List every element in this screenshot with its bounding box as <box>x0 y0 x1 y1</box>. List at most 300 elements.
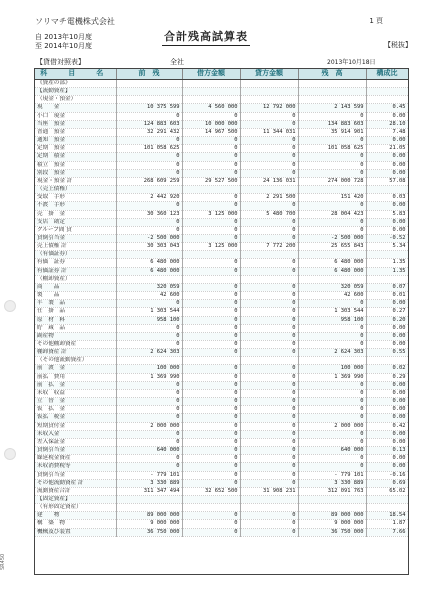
cell-ratio: 7.66 <box>366 528 408 536</box>
cell-ratio: 1.35 <box>366 267 408 275</box>
table-row <box>35 186 408 194</box>
col-credit: 貸方金額 <box>240 69 298 80</box>
cell-prev-balance: 0 <box>116 112 182 120</box>
table-row <box>35 80 408 88</box>
cell-credit-amount: 0 <box>240 528 298 536</box>
table-row <box>35 422 408 430</box>
cell-debit-amount: 0 <box>182 422 240 430</box>
cell-account-name: 副産物 <box>35 332 116 340</box>
cell-prev-balance: 0 <box>116 169 182 177</box>
cell-debit-amount: 0 <box>182 398 240 406</box>
cell-balance-amount: - 779 101 <box>298 471 366 479</box>
cell-account-name: 建 物 <box>35 512 116 520</box>
table-row <box>35 349 408 357</box>
table-row <box>35 528 408 536</box>
cell-ratio: 65.02 <box>366 487 408 495</box>
table-row <box>35 365 408 373</box>
table-row <box>35 455 408 463</box>
cell-debit-amount: 0 <box>182 259 240 267</box>
cell-credit-amount <box>240 504 298 512</box>
cell-credit-amount: 0 <box>240 414 298 422</box>
cell-balance-amount <box>298 186 366 194</box>
cell-prev-balance: 100 000 <box>116 365 182 373</box>
cell-balance-amount: 28 004 423 <box>298 210 366 218</box>
cell-debit-amount: 0 <box>182 308 240 316</box>
cell-account-name: 前 渡 金 <box>35 365 116 373</box>
cell-debit-amount: 0 <box>182 145 240 153</box>
cell-ratio: 0.00 <box>366 202 408 210</box>
table-row <box>35 463 408 471</box>
cell-prev-balance <box>116 251 182 259</box>
cell-ratio: 0.00 <box>366 341 408 349</box>
cell-prev-balance: 6 480 000 <box>116 259 182 267</box>
cell-debit-amount: 0 <box>182 349 240 357</box>
table-row <box>35 495 408 503</box>
cell-balance-amount <box>298 88 366 96</box>
cell-debit-amount: 0 <box>182 406 240 414</box>
cell-balance-amount: 312 091 763 <box>298 487 366 495</box>
cell-balance-amount: 2 624 303 <box>298 349 366 357</box>
cell-credit-amount: 0 <box>240 520 298 528</box>
cell-ratio: 0.00 <box>366 324 408 332</box>
cell-debit-amount <box>182 504 240 512</box>
cell-credit-amount: 0 <box>240 479 298 487</box>
table-row <box>35 169 408 177</box>
cell-credit-amount: 0 <box>240 283 298 291</box>
cell-ratio: 1.87 <box>366 520 408 528</box>
cell-account-name: 【固定資産】 <box>35 495 116 503</box>
cell-debit-amount: 0 <box>182 528 240 536</box>
col-debit: 借方金額 <box>182 69 240 80</box>
cell-prev-balance: 2 442 920 <box>116 194 182 202</box>
cell-ratio: 57.08 <box>366 177 408 185</box>
binder-hole-1 <box>4 300 16 312</box>
cell-debit-amount <box>182 357 240 365</box>
cell-credit-amount: 2 291 500 <box>240 194 298 202</box>
table-row <box>35 283 408 291</box>
cell-account-name: 貸倒引当金 <box>35 447 116 455</box>
cell-prev-balance: 9 000 000 <box>116 520 182 528</box>
cell-balance-amount: 0 <box>298 218 366 226</box>
cell-account-name: （その他流動資産） <box>35 357 116 365</box>
cell-credit-amount: 0 <box>240 145 298 153</box>
cell-prev-balance: 0 <box>116 430 182 438</box>
cell-balance-amount: 6 480 000 <box>298 259 366 267</box>
table-row <box>35 259 408 267</box>
table-row <box>35 447 408 455</box>
cell-balance-amount <box>298 80 366 88</box>
cell-credit-amount: 0 <box>240 120 298 128</box>
cell-account-name: 支店 勘定 <box>35 218 116 226</box>
table-row <box>35 324 408 332</box>
cell-debit-amount: 0 <box>182 381 240 389</box>
cell-ratio: 0.00 <box>366 169 408 177</box>
cell-balance-amount <box>298 495 366 503</box>
cell-credit-amount: 0 <box>240 398 298 406</box>
table-row <box>35 145 408 153</box>
cell-balance-amount: 89 000 000 <box>298 512 366 520</box>
table-row <box>35 316 408 324</box>
cell-debit-amount: 0 <box>182 447 240 455</box>
cell-account-name: （有価証券） <box>35 251 116 259</box>
cell-credit-amount: 0 <box>240 365 298 373</box>
cell-debit-amount: 0 <box>182 389 240 397</box>
binder-hole-2 <box>4 448 16 460</box>
cell-debit-amount: 0 <box>182 520 240 528</box>
cell-ratio: 28.10 <box>366 120 408 128</box>
cell-prev-balance: 0 <box>116 153 182 161</box>
table-row <box>35 414 408 422</box>
cell-prev-balance: 0 <box>116 414 182 422</box>
cell-credit-amount: 0 <box>240 300 298 308</box>
cell-prev-balance: 320 059 <box>116 283 182 291</box>
cell-account-name: 現金・預金 計 <box>35 177 116 185</box>
cell-account-name: 定期 預金 <box>35 145 116 153</box>
cell-ratio: 0.20 <box>366 316 408 324</box>
cell-balance-amount: 151 420 <box>298 194 366 202</box>
cell-account-name: 別段 預金 <box>35 169 116 177</box>
cell-ratio: 0.13 <box>366 447 408 455</box>
table-row <box>35 120 408 128</box>
cell-prev-balance: 0 <box>116 226 182 234</box>
cell-ratio: 5.34 <box>366 243 408 251</box>
cell-balance-amount <box>298 275 366 283</box>
col-prev-balance: 前 残 <box>116 69 182 80</box>
cell-credit-amount <box>240 96 298 104</box>
cell-balance-amount: 1 303 544 <box>298 308 366 316</box>
cell-balance-amount: 0 <box>298 332 366 340</box>
department-scope: 全社 <box>170 58 184 66</box>
period-from: 自 2013年10月度 <box>35 33 92 41</box>
cell-credit-amount: 0 <box>240 234 298 242</box>
cell-debit-amount: 0 <box>182 161 240 169</box>
cell-balance-amount: 274 000 728 <box>298 177 366 185</box>
cell-debit-amount: 0 <box>182 455 240 463</box>
cell-prev-balance: 0 <box>116 406 182 414</box>
table-row <box>35 267 408 275</box>
cell-prev-balance: 958 100 <box>116 316 182 324</box>
cell-account-name: 未収入金 <box>35 430 116 438</box>
cell-ratio: 0.00 <box>366 332 408 340</box>
cell-credit-amount: 0 <box>240 447 298 455</box>
cell-credit-amount: 0 <box>240 512 298 520</box>
cell-ratio: 0.00 <box>366 112 408 120</box>
cell-ratio: 0.69 <box>366 479 408 487</box>
cell-balance-amount: 0 <box>298 300 366 308</box>
cell-credit-amount: 0 <box>240 463 298 471</box>
cell-prev-balance: 124 883 603 <box>116 120 182 128</box>
cell-debit-amount: 14 967 500 <box>182 128 240 136</box>
cell-account-name: （現金・預金） <box>35 96 116 104</box>
table-row <box>35 177 408 185</box>
table-row <box>35 275 408 283</box>
cell-prev-balance: 42 600 <box>116 292 182 300</box>
cell-ratio: 0.01 <box>366 292 408 300</box>
cell-account-name: 定期 積金 <box>35 153 116 161</box>
cell-prev-balance <box>116 186 182 194</box>
cell-account-name: 売上債権 計 <box>35 243 116 251</box>
cell-ratio: 0.00 <box>366 300 408 308</box>
cell-prev-balance: 311 347 494 <box>116 487 182 495</box>
cell-balance-amount: 9 000 000 <box>298 520 366 528</box>
cell-account-name: 前 払 金 <box>35 381 116 389</box>
table-row <box>35 251 408 259</box>
table-row <box>35 381 408 389</box>
cell-prev-balance: 1 369 990 <box>116 373 182 381</box>
cell-credit-amount: 5 480 700 <box>240 210 298 218</box>
cell-account-name: 小口 現金 <box>35 112 116 120</box>
cell-debit-amount: 0 <box>182 218 240 226</box>
cell-account-name: （売上債権） <box>35 186 116 194</box>
cell-credit-amount: 0 <box>240 137 298 145</box>
cell-account-name: 貯 蔵 品 <box>35 324 116 332</box>
cell-credit-amount: 0 <box>240 202 298 210</box>
cell-account-name: 《資産の部》 <box>35 80 116 88</box>
cell-balance-amount <box>298 96 366 104</box>
cell-prev-balance: 32 291 432 <box>116 128 182 136</box>
cell-credit-amount: 0 <box>240 161 298 169</box>
cell-credit-amount: 0 <box>240 218 298 226</box>
cell-account-name: 構 築 物 <box>35 520 116 528</box>
cell-credit-amount: 0 <box>240 169 298 177</box>
cell-debit-amount: 0 <box>182 169 240 177</box>
cell-credit-amount: 0 <box>240 349 298 357</box>
cell-credit-amount: 31 908 231 <box>240 487 298 495</box>
cell-ratio: 0.00 <box>366 137 408 145</box>
cell-prev-balance <box>116 88 182 96</box>
cell-balance-amount: 101 058 625 <box>298 145 366 153</box>
cell-account-name: 短期貸付金 <box>35 422 116 430</box>
cell-ratio: 18.54 <box>366 512 408 520</box>
cell-prev-balance <box>116 275 182 283</box>
cell-balance-amount: 6 480 000 <box>298 267 366 275</box>
cell-account-name: 普通 預金 <box>35 128 116 136</box>
cell-account-name: 仮 払 金 <box>35 406 116 414</box>
cell-ratio: 1.35 <box>366 259 408 267</box>
cell-ratio <box>366 495 408 503</box>
cell-credit-amount: 0 <box>240 389 298 397</box>
cell-prev-balance: 0 <box>116 324 182 332</box>
cell-ratio: 0.03 <box>366 194 408 202</box>
cell-balance-amount: 0 <box>298 438 366 446</box>
cell-debit-amount <box>182 96 240 104</box>
cell-credit-amount <box>240 186 298 194</box>
cell-debit-amount: 10 000 000 <box>182 120 240 128</box>
cell-ratio: 0.42 <box>366 422 408 430</box>
cell-credit-amount: 0 <box>240 324 298 332</box>
cell-ratio: 0.00 <box>366 226 408 234</box>
cell-prev-balance <box>116 495 182 503</box>
cell-balance-amount: 0 <box>298 324 366 332</box>
cell-account-name: 仕 掛 品 <box>35 308 116 316</box>
table-row <box>35 308 408 316</box>
cell-balance-amount: 2 143 599 <box>298 104 366 112</box>
cell-credit-amount: 0 <box>240 455 298 463</box>
page-number: 1 頁 <box>369 17 383 25</box>
col-account-name: 科 目 名 <box>35 69 116 80</box>
table-row <box>35 137 408 145</box>
cell-balance-amount: 35 914 901 <box>298 128 366 136</box>
cell-debit-amount: 0 <box>182 226 240 234</box>
cell-credit-amount: 0 <box>240 292 298 300</box>
cell-debit-amount: 0 <box>182 463 240 471</box>
cell-prev-balance: 101 058 625 <box>116 145 182 153</box>
cell-ratio: 0.00 <box>366 389 408 397</box>
table-row <box>35 406 408 414</box>
cell-prev-balance: 10 375 599 <box>116 104 182 112</box>
cell-prev-balance: 30 303 043 <box>116 243 182 251</box>
cell-ratio: 0.00 <box>366 153 408 161</box>
cell-account-name: 有価証券 計 <box>35 267 116 275</box>
cell-account-name: （棚卸資産） <box>35 275 116 283</box>
cell-debit-amount: 0 <box>182 479 240 487</box>
cell-account-name: 流動資産合計 <box>35 487 116 495</box>
table-row <box>35 243 408 251</box>
cell-credit-amount: 24 136 031 <box>240 177 298 185</box>
cell-prev-balance: 0 <box>116 137 182 145</box>
cell-debit-amount: 0 <box>182 153 240 161</box>
table-row <box>35 487 408 495</box>
cell-balance-amount: 3 330 889 <box>298 479 366 487</box>
cell-credit-amount <box>240 495 298 503</box>
cell-debit-amount <box>182 275 240 283</box>
cell-debit-amount: 0 <box>182 194 240 202</box>
cell-account-name: 原 材 料 <box>35 316 116 324</box>
table-row <box>35 389 408 397</box>
period-to: 至 2014年10月度 <box>35 42 92 50</box>
cell-account-name: 前払 費用 <box>35 373 116 381</box>
cell-prev-balance: 0 <box>116 389 182 397</box>
col-balance: 残 高 <box>298 69 366 80</box>
table-row <box>35 194 408 202</box>
cell-prev-balance: 0 <box>116 455 182 463</box>
cell-debit-amount: 0 <box>182 324 240 332</box>
cell-balance-amount: 134 883 603 <box>298 120 366 128</box>
cell-account-name: グループ間 貸 <box>35 226 116 234</box>
cell-credit-amount: 0 <box>240 316 298 324</box>
cell-prev-balance: 0 <box>116 463 182 471</box>
table-row <box>35 300 408 308</box>
cell-debit-amount <box>182 88 240 96</box>
table-row <box>35 218 408 226</box>
cell-prev-balance: 0 <box>116 332 182 340</box>
tax-mode: 【税抜】 <box>384 41 412 49</box>
cell-balance-amount: 640 000 <box>298 447 366 455</box>
cell-account-name: 棚卸資産 計 <box>35 349 116 357</box>
cell-ratio <box>366 80 408 88</box>
cell-credit-amount <box>240 357 298 365</box>
cell-credit-amount: 0 <box>240 308 298 316</box>
cell-prev-balance: 268 609 259 <box>116 177 182 185</box>
table-row <box>35 398 408 406</box>
table-row <box>35 512 408 520</box>
cell-ratio: 0.07 <box>366 283 408 291</box>
cell-balance-amount: 0 <box>298 398 366 406</box>
cell-balance-amount <box>298 357 366 365</box>
cell-balance-amount: 0 <box>298 341 366 349</box>
cell-balance-amount: 0 <box>298 153 366 161</box>
cell-credit-amount <box>240 251 298 259</box>
cell-prev-balance: - 779 101 <box>116 471 182 479</box>
cell-account-name: （有形固定資産） <box>35 504 116 512</box>
cell-prev-balance <box>116 80 182 88</box>
cell-debit-amount: 0 <box>182 202 240 210</box>
cell-credit-amount: 0 <box>240 430 298 438</box>
cell-balance-amount: 0 <box>298 202 366 210</box>
cell-ratio: 0.00 <box>366 406 408 414</box>
cell-balance-amount: 1 369 990 <box>298 373 366 381</box>
cell-debit-amount: 29 527 500 <box>182 177 240 185</box>
cell-prev-balance: 0 <box>116 438 182 446</box>
table-row <box>35 112 408 120</box>
cell-credit-amount: 11 344 031 <box>240 128 298 136</box>
cell-credit-amount: 0 <box>240 259 298 267</box>
cell-ratio <box>366 96 408 104</box>
cell-debit-amount: 32 652 500 <box>182 487 240 495</box>
cell-debit-amount: 0 <box>182 414 240 422</box>
cell-prev-balance: 36 750 000 <box>116 528 182 536</box>
cell-credit-amount: 0 <box>240 471 298 479</box>
cell-ratio: 0.02 <box>366 365 408 373</box>
cell-account-name: 差入保証金 <box>35 438 116 446</box>
cell-credit-amount: 0 <box>240 438 298 446</box>
cell-balance-amount <box>298 504 366 512</box>
cell-prev-balance: -2 500 000 <box>116 234 182 242</box>
cell-ratio: 0.00 <box>366 218 408 226</box>
table-row <box>35 504 408 512</box>
cell-debit-amount: 0 <box>182 283 240 291</box>
cell-debit-amount: 0 <box>182 341 240 349</box>
cell-account-name: 繰延税金資産 <box>35 455 116 463</box>
table-row <box>35 332 408 340</box>
cell-prev-balance: 0 <box>116 161 182 169</box>
cell-ratio: 0.45 <box>366 104 408 112</box>
cell-credit-amount: 0 <box>240 153 298 161</box>
cell-debit-amount <box>182 186 240 194</box>
cell-credit-amount: 0 <box>240 332 298 340</box>
cell-debit-amount: 0 <box>182 471 240 479</box>
cell-credit-amount: 0 <box>240 406 298 414</box>
table-row <box>35 202 408 210</box>
cell-debit-amount: 3 125 000 <box>182 210 240 218</box>
cell-balance-amount: 0 <box>298 161 366 169</box>
table-header <box>35 69 408 80</box>
cell-ratio: 0.29 <box>366 373 408 381</box>
cell-balance-amount: 100 000 <box>298 365 366 373</box>
cell-ratio <box>366 186 408 194</box>
cell-prev-balance: 3 330 889 <box>116 479 182 487</box>
cell-ratio: 0.00 <box>366 414 408 422</box>
cell-debit-amount: 0 <box>182 112 240 120</box>
table-row <box>35 341 408 349</box>
cell-credit-amount: 12 792 000 <box>240 104 298 112</box>
cell-credit-amount: 0 <box>240 112 298 120</box>
cell-prev-balance <box>116 96 182 104</box>
table-row <box>35 226 408 234</box>
cell-debit-amount: 0 <box>182 512 240 520</box>
cell-balance-amount: 958 100 <box>298 316 366 324</box>
table-row <box>35 471 408 479</box>
statement-section: 【貸借対照表】 <box>36 58 85 66</box>
cell-balance-amount: 0 <box>298 414 366 422</box>
table-row <box>35 292 408 300</box>
cell-balance-amount: 0 <box>298 381 366 389</box>
table-row <box>35 153 408 161</box>
table-row <box>35 520 408 528</box>
cell-prev-balance: 0 <box>116 381 182 389</box>
table-row <box>35 430 408 438</box>
cell-ratio: 0.00 <box>366 381 408 389</box>
